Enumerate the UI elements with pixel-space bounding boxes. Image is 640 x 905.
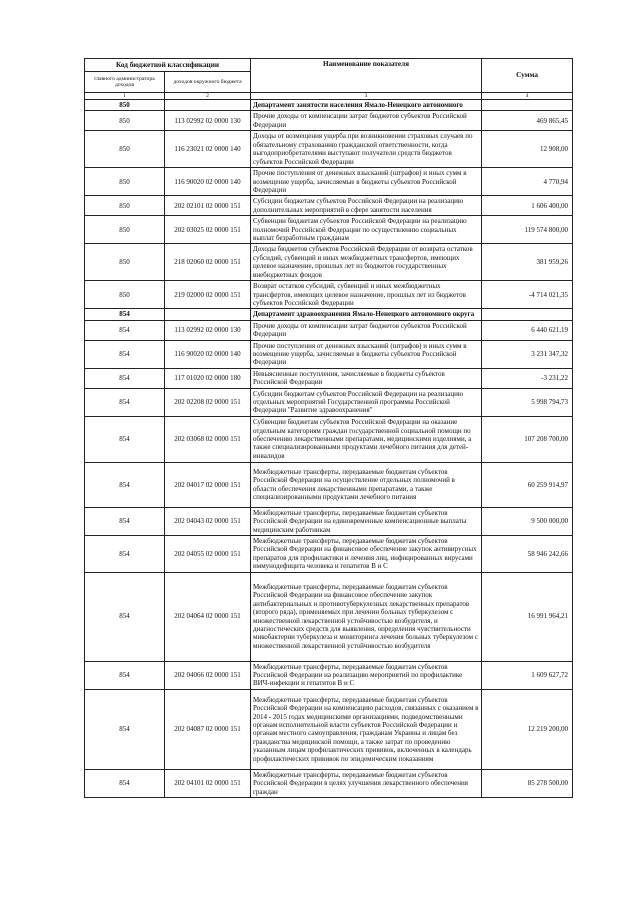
col-number: 3 xyxy=(251,93,482,100)
income-code-cell: 202 02101 02 0000 151 xyxy=(165,196,251,216)
table-row xyxy=(85,320,573,340)
income-code-cell: 202 02208 02 0000 151 xyxy=(165,388,251,416)
sum-cell: 12 219 200,00 xyxy=(482,689,573,769)
indicator-name-cell: Межбюджетные трансферты, передаваемые бюджетам субъектов Российской Федерации в целях улучшения лекарственного обеспечения граждан xyxy=(251,769,482,797)
admin-code-cell: 854 xyxy=(85,689,165,769)
income-code-cell: 116 90020 02 0000 140 xyxy=(165,340,251,368)
income-code-cell xyxy=(165,100,251,111)
sum-cell: 9 500 000,00 xyxy=(482,507,573,535)
admin-code-cell: 854 xyxy=(85,462,165,507)
admin-code-cell: 854 xyxy=(85,769,165,797)
admin-code-cell: 854 xyxy=(85,572,165,661)
income-code-cell: 113 02992 02 0000 130 xyxy=(165,111,251,131)
indicator-name-cell: Доходы от возмещения ущерба при возникновении страховых случаев по обязательному страхованию гражданской ответственности, когда выгодоприобретателями выступают получатели средств бюджетов субъектов Российской Федерации xyxy=(251,131,482,168)
indicator-name-cell: Межбюджетные трансферты, передаваемые бюджетам субъектов Российской Федерации на реализацию мероприятий по профилактике ВИЧ-инфекции и гепатитов В и С xyxy=(251,661,482,689)
sum-cell: 4 770,94 xyxy=(482,168,573,196)
indicator-name-cell: Доходы бюджетов субъектов Российской Федерации от возврата остатков субсидий, субвенций и иных межбюджетных трансфертов, имеющих целевое назначение, прошлых лет из бюджетов государственных внебюджетных фондов xyxy=(251,244,482,281)
sum-cell: 3 231 347,32 xyxy=(482,340,573,368)
admin-code-cell: 854 xyxy=(85,507,165,535)
indicator-name-cell: Прочие доходы от компенсации затрат бюджетов субъектов Российской Федерации xyxy=(251,111,482,131)
table-row xyxy=(85,769,573,797)
admin-code-cell: 854 xyxy=(85,388,165,416)
table-row xyxy=(85,340,573,368)
indicator-name-cell: Субвенции бюджетам субъектов Российской Федерации на оказание отдельным категориям граждан государственной социальной помощи по обеспечению лекарственными препаратами, медицинскими изделиями, а также специализированными продуктами лечебного питания для детей-инвалидов xyxy=(251,416,482,462)
indicator-name-cell: Невыясненные поступления, зачисляемые в бюджеты субъектов Российской Федерации xyxy=(251,368,482,388)
indicator-name-cell: Прочие поступления от денежных взысканий (штрафов) и иных сумм в возмещение ущерба, зачисляемые в бюджеты субъектов Российской Федерации xyxy=(251,340,482,368)
income-code-cell: 117 01020 02 0000 180 xyxy=(165,368,251,388)
sum-cell xyxy=(482,100,573,111)
income-code-cell: 202 04043 02 0000 151 xyxy=(165,507,251,535)
income-code-cell xyxy=(165,309,251,320)
income-code-cell: 116 23021 02 0000 140 xyxy=(165,131,251,168)
budget-table-page xyxy=(84,58,572,798)
admin-code-cell: 850 xyxy=(85,111,165,131)
header-income-type: доходов окружного бюджета xyxy=(165,72,251,93)
indicator-name-cell: Субвенции бюджетам субъектов Российской Федерации на реализацию полномочий Российской Федерации по осуществлению социальных выплат безработным гражданам xyxy=(251,216,482,244)
sum-cell: 381 959,26 xyxy=(482,244,573,281)
indicator-name-cell: Департамент занятости населения Ямало-Ненецкого автономного xyxy=(251,100,482,111)
admin-code-cell: 854 xyxy=(85,320,165,340)
header-sum: Сумма xyxy=(482,59,573,93)
indicator-name-cell: Департамент здравоохранения Ямало-Ненецкого автономного округа xyxy=(251,309,482,320)
table-row xyxy=(85,689,573,769)
admin-code-cell: 854 xyxy=(85,340,165,368)
admin-code-cell: 854 xyxy=(85,416,165,462)
header-admin: главного администратора доходов xyxy=(85,72,165,93)
admin-code-cell: 854 xyxy=(85,309,165,320)
table-row xyxy=(85,244,573,281)
admin-code-cell: 854 xyxy=(85,536,165,573)
sum-cell: 12 908,00 xyxy=(482,131,573,168)
sum-cell: 60 259 914,97 xyxy=(482,462,573,507)
table-row xyxy=(85,168,573,196)
table-row xyxy=(85,416,573,462)
sum-cell: 1 609 627,72 xyxy=(482,661,573,689)
admin-code-cell: 850 xyxy=(85,131,165,168)
income-code-cell: 202 04087 02 0000 151 xyxy=(165,689,251,769)
indicator-name-cell: Прочие поступления от денежных взысканий (штрафов) и иных сумм в возмещение ущерба, зачисляемые в бюджеты субъектов Российской Федерации xyxy=(251,168,482,196)
table-row xyxy=(85,216,573,244)
income-code-cell: 202 03025 02 0000 151 xyxy=(165,216,251,244)
table-row xyxy=(85,661,573,689)
table-row xyxy=(85,368,573,388)
indicator-name-cell: Возврат остатков субсидий, субвенций и иных межбюджетных трансфертов, имеющих целевое назначение, прошлых лет из бюджетов субъектов Российской Федерации xyxy=(251,281,482,309)
sum-cell: -4 714 021,35 xyxy=(482,281,573,309)
indicator-name-cell: Межбюджетные трансферты, передаваемые бюджетам субъектов Российской Федерации на компенсацию расходов, связанных с оказанием в 2014 - 2015 годах медицинскими организациями, подведомственными органам исполнительной власти субъектов Российской Федерации и органам местного самоуправления, гражданам Украины и лицам без гражданства медицинской помощи, а также затрат по проведению указанным лицам профилактических прививок, включенных в календарь профилактических прививок по эпидемическим показаниям xyxy=(251,689,482,769)
income-code-cell: 202 03068 02 0000 151 xyxy=(165,416,251,462)
sum-cell: 119 574 800,00 xyxy=(482,216,573,244)
sum-cell: 107 208 700,00 xyxy=(482,416,573,462)
income-code-cell: 116 90020 02 0000 140 xyxy=(165,168,251,196)
table-row xyxy=(85,462,573,507)
income-code-cell: 113 02992 02 0000 130 xyxy=(165,320,251,340)
admin-code-cell: 854 xyxy=(85,661,165,689)
table-row xyxy=(85,572,573,661)
income-code-cell: 202 04055 02 0000 151 xyxy=(165,536,251,573)
admin-code-cell: 854 xyxy=(85,368,165,388)
col-number: 4 xyxy=(482,93,573,100)
admin-code-cell: 850 xyxy=(85,244,165,281)
income-code-cell: 218 02060 02 0000 151 xyxy=(165,244,251,281)
sum-cell: 58 946 242,66 xyxy=(482,536,573,573)
income-code-cell: 202 04101 02 0000 151 xyxy=(165,769,251,797)
admin-code-cell: 850 xyxy=(85,216,165,244)
sum-cell: -3 231,22 xyxy=(482,368,573,388)
table-row xyxy=(85,281,573,309)
table-row xyxy=(85,388,573,416)
admin-code-cell: 850 xyxy=(85,281,165,309)
admin-code-cell: 850 xyxy=(85,168,165,196)
table-row xyxy=(85,111,573,131)
indicator-name-cell: Межбюджетные трансферты, передаваемые бюджетам субъектов Российской Федерации на единовременные компенсационные выплаты медицинским работникам xyxy=(251,507,482,535)
col-number: 2 xyxy=(165,93,251,100)
indicator-name-cell: Субсидии бюджетам субъектов Российской Федерации на реализацию дополнительных мероприятий в сфере занятости населения xyxy=(251,196,482,216)
sum-cell: 469 865,45 xyxy=(482,111,573,131)
income-code-cell: 202 04066 02 0000 151 xyxy=(165,661,251,689)
indicator-name-cell: Субсидии бюджетам субъектов Российской Федерации на реализацию отдельных мероприятий Государственной программы Российской Федерации "Развитие здравоохранения" xyxy=(251,388,482,416)
department-row xyxy=(85,309,573,320)
budget-revenue-table xyxy=(84,58,573,798)
indicator-name-cell: Межбюджетные трансферты, передаваемые бюджетам субъектов Российской Федерации на финансовое обеспечение закупок антибактериальных и противотуберкулезных лекарственных препаратов (второго ряда), применяемых при лечении больных туберкулезом с множественной лекарственной устойчивостью возбудителя, и диагностических средств для выявления, определения чувствительности микобактерии туберкулеза и мониторинга лечения больных туберкулезом с множественной лекарственной устойчивостью возбудителя xyxy=(251,572,482,661)
table-row xyxy=(85,131,573,168)
sum-cell: 6 440 621,19 xyxy=(482,320,573,340)
table-row xyxy=(85,196,573,216)
sum-cell: 85 278 500,00 xyxy=(482,769,573,797)
admin-code-cell: 850 xyxy=(85,196,165,216)
admin-code-cell: 850 xyxy=(85,100,165,111)
indicator-name-cell: Межбюджетные трансферты, передаваемые бюджетам субъектов Российской Федерации на осуществление отдельных полномочий в области обеспечения лекарственными препаратами, а также специализированными продуктами лечебного питания xyxy=(251,462,482,507)
sum-cell: 16 991 964,21 xyxy=(482,572,573,661)
income-code-cell: 219 02000 02 0000 151 xyxy=(165,281,251,309)
table-body xyxy=(85,100,573,798)
income-code-cell: 202 04064 02 0000 151 xyxy=(165,572,251,661)
header-code-group: Код бюджетной классификации xyxy=(85,59,251,72)
department-row xyxy=(85,100,573,111)
header-indicator: Наименование показателя xyxy=(251,59,482,93)
col-number: 1 xyxy=(85,93,165,100)
table-row xyxy=(85,536,573,573)
table-row xyxy=(85,507,573,535)
indicator-name-cell: Межбюджетные трансферты, передаваемые бюджетам субъектов Российской Федерации на финансовое обеспечение закупок антивирусных препаратов для профилактики и лечения лиц, инфицированных вирусами иммунодефицита человека и гепатитов В и С xyxy=(251,536,482,573)
indicator-name-cell: Прочие доходы от компенсации затрат бюджетов субъектов Российской Федерации xyxy=(251,320,482,340)
sum-cell: 5 998 794,73 xyxy=(482,388,573,416)
sum-cell xyxy=(482,309,573,320)
income-code-cell: 202 04017 02 0000 151 xyxy=(165,462,251,507)
sum-cell: 1 606 400,00 xyxy=(482,196,573,216)
